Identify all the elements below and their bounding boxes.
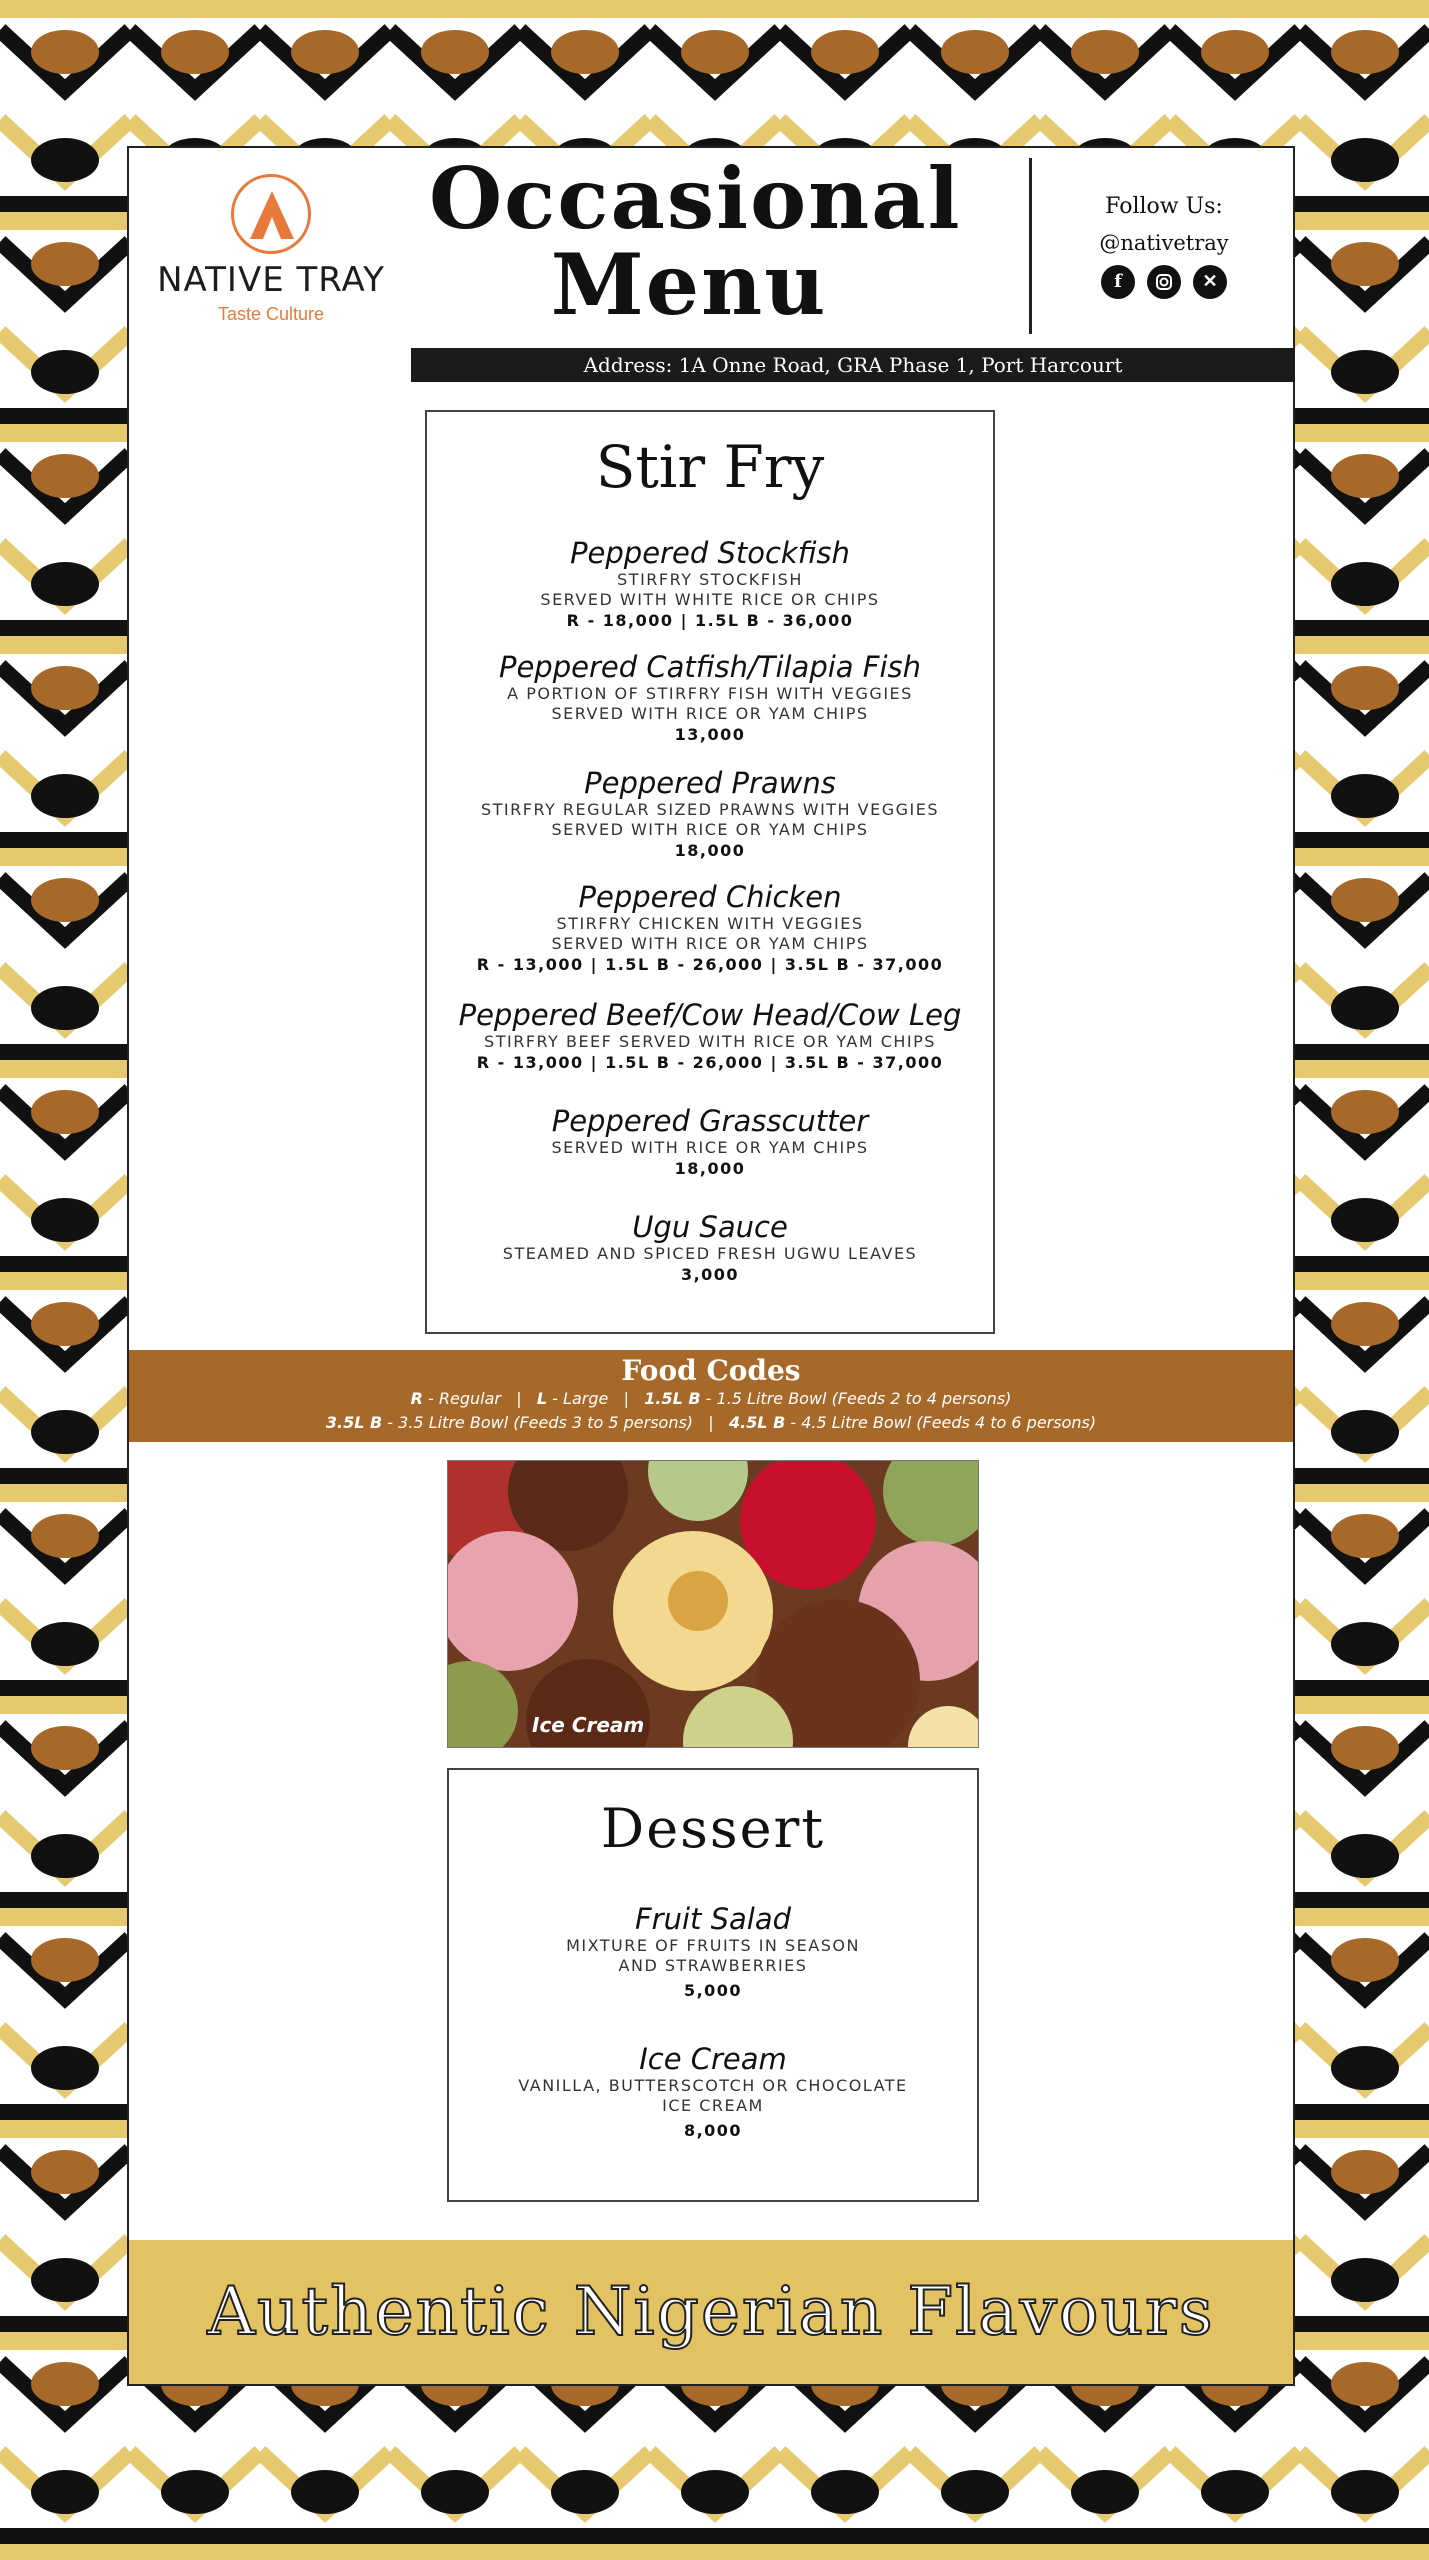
food-codes-legend xyxy=(129,1350,1293,1442)
code-35l-text: - 3.5 Litre Bowl (Feeds 3 to 5 persons) xyxy=(382,1413,694,1432)
code-l-text: - Large xyxy=(547,1389,609,1408)
item-description: ICE CREAM xyxy=(662,2096,764,2115)
dessert-menu xyxy=(447,1768,979,2202)
brand-logo xyxy=(151,174,391,334)
item-name: Ice Cream xyxy=(639,2042,787,2076)
photo-caption: Ice Cream xyxy=(532,1713,645,1737)
ice-cream-illustration xyxy=(448,1461,979,1748)
code-15l: 1.5L B xyxy=(644,1389,701,1408)
item-description: MIXTURE OF FRUITS IN SEASON xyxy=(566,1936,860,1955)
item-name: Peppered Catfish/Tilapia Fish xyxy=(498,650,922,684)
menu-item xyxy=(427,1210,993,1286)
ice-cream-photo xyxy=(447,1460,979,1748)
facebook-icon[interactable]: f xyxy=(1101,265,1135,299)
code-l: L xyxy=(536,1389,548,1408)
social-icons xyxy=(1064,265,1264,299)
menu-item xyxy=(427,536,993,632)
page-title xyxy=(429,149,962,334)
address-bar: Address: 1A Onne Road, GRA Phase 1, Port Harcourt xyxy=(411,348,1295,382)
item-price: 3,000 xyxy=(680,1265,740,1284)
item-price: 18,000 xyxy=(674,1159,746,1178)
code-separator: | xyxy=(516,1389,522,1408)
item-description: SERVED WITH WHITE RICE OR CHIPS xyxy=(540,590,880,609)
menu-item xyxy=(449,2042,977,2142)
item-price: R - 18,000 | 1.5L B - 36,000 xyxy=(566,611,854,630)
code-35l: 3.5L B xyxy=(325,1413,383,1432)
title-line-1: Occasional xyxy=(429,149,962,248)
menu-item xyxy=(449,1902,977,2002)
code-15l-text: - 1.5 Litre Bowl (Feeds 2 to 4 persons) xyxy=(700,1389,1012,1408)
food-codes-line-1 xyxy=(129,1387,1293,1411)
item-description: AND STRAWBERRIES xyxy=(618,1956,808,1975)
item-description: STIRFRY BEEF SERVED WITH RICE OR YAM CHIPS xyxy=(484,1032,936,1051)
code-separator: | xyxy=(623,1389,629,1408)
item-description: SERVED WITH RICE OR YAM CHIPS xyxy=(551,704,869,723)
menu-item xyxy=(427,1104,993,1180)
follow-label: Follow Us: xyxy=(1105,194,1223,219)
arrowhead-logo-icon xyxy=(231,174,311,254)
item-description: STIRFRY CHICKEN WITH VEGGIES xyxy=(556,914,864,933)
section-title-dessert: Dessert xyxy=(600,1797,826,1860)
item-price: 8,000 xyxy=(683,2121,743,2140)
item-description: A PORTION OF STIRFRY FISH WITH VEGGIES xyxy=(507,684,913,703)
item-name: Fruit Salad xyxy=(634,1902,792,1936)
code-r-text: - Regular xyxy=(422,1389,501,1408)
item-price: R - 13,000 | 1.5L B - 26,000 | 3.5L B - 37,000 xyxy=(476,955,944,974)
item-description: SERVED WITH RICE OR YAM CHIPS xyxy=(551,820,869,839)
item-name: Peppered Chicken xyxy=(578,880,842,914)
item-name: Peppered Stockfish xyxy=(570,536,850,570)
item-name: Peppered Beef/Cow Head/Cow Leg xyxy=(458,998,962,1032)
code-45l-text: - 4.5 Litre Bowl (Feeds 4 to 6 persons) xyxy=(785,1413,1097,1432)
item-description: STIRFRY STOCKFISH xyxy=(617,570,803,589)
footer-banner xyxy=(129,2240,1293,2384)
food-codes-title: Food Codes xyxy=(621,1354,801,1387)
menu-item xyxy=(427,998,993,1074)
item-name: Peppered Prawns xyxy=(584,766,836,800)
instagram-icon[interactable] xyxy=(1147,265,1181,299)
social-handle: @nativetray xyxy=(1099,231,1229,255)
item-description: STEAMED AND SPICED FRESH UGWU LEAVES xyxy=(502,1244,918,1263)
menu-item xyxy=(427,766,993,862)
brand-name: NATIVE TRAY xyxy=(157,260,385,300)
code-separator: | xyxy=(708,1413,714,1432)
item-name: Peppered Grasscutter xyxy=(551,1104,869,1138)
section-title-stir-fry: Stir Fry xyxy=(595,433,825,501)
item-description: STIRFRY REGULAR SIZED PRAWNS WITH VEGGIES xyxy=(480,800,940,819)
item-price: 13,000 xyxy=(674,725,746,744)
brand-tagline: Taste Culture xyxy=(217,304,325,324)
header-divider xyxy=(1029,158,1032,334)
item-price: 18,000 xyxy=(674,841,746,860)
code-r: R xyxy=(410,1389,423,1408)
item-name: Ugu Sauce xyxy=(632,1210,788,1244)
code-45l: 4.5L B xyxy=(728,1413,786,1432)
item-description: SERVED WITH RICE OR YAM CHIPS xyxy=(551,1138,869,1157)
social-section xyxy=(1064,194,1264,299)
item-price: R - 13,000 | 1.5L B - 26,000 | 3.5L B - 37,000 xyxy=(476,1053,944,1072)
item-price: 5,000 xyxy=(683,1981,743,2000)
menu-item xyxy=(427,880,993,976)
item-description: SERVED WITH RICE OR YAM CHIPS xyxy=(551,934,869,953)
x-icon[interactable]: ✕ xyxy=(1193,265,1227,299)
menu-item xyxy=(427,650,993,746)
food-codes-line-2 xyxy=(129,1411,1293,1435)
stir-fry-menu xyxy=(425,410,995,1334)
menu-panel xyxy=(127,146,1295,2386)
footer-tagline: Authentic Nigerian Flavours xyxy=(207,2273,1215,2350)
item-description: VANILLA, BUTTERSCOTCH OR CHOCOLATE xyxy=(518,2076,908,2095)
title-line-2: Menu xyxy=(550,235,828,334)
